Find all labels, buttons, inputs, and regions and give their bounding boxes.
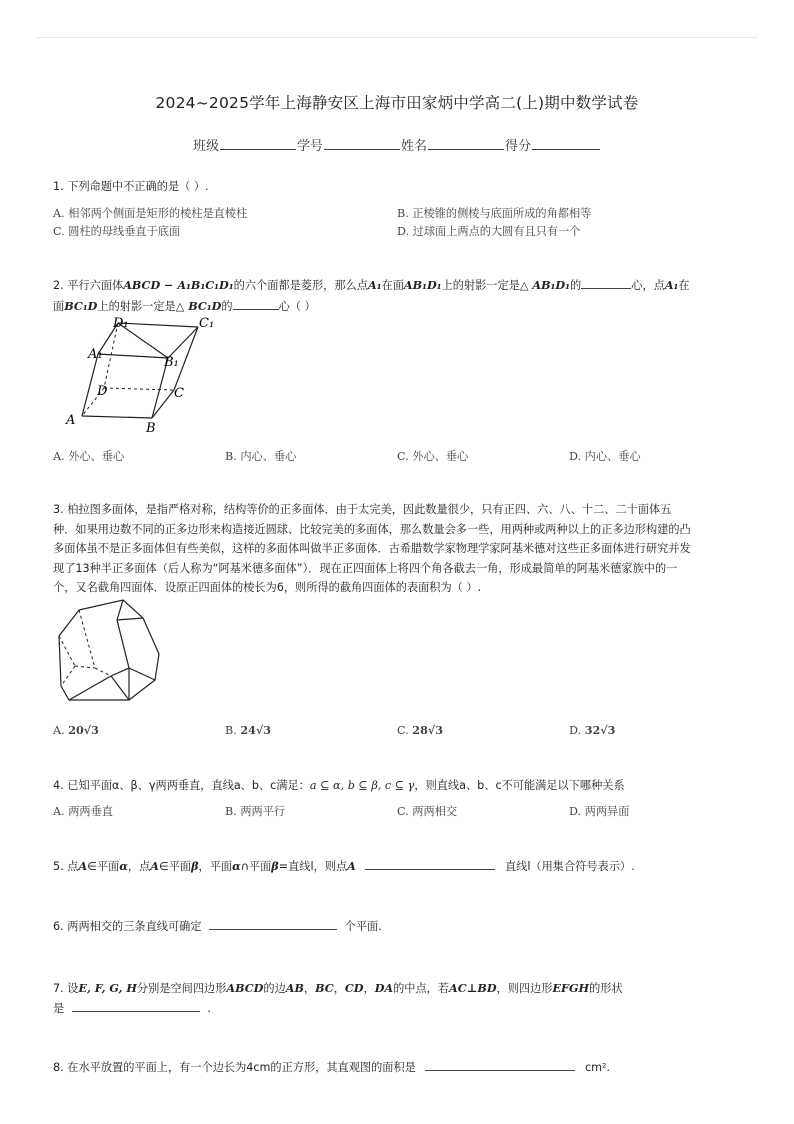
q5-math: A — [347, 859, 356, 873]
answer-blank[interactable] — [233, 298, 279, 310]
score-field[interactable] — [532, 137, 600, 150]
option-letter: D. — [569, 724, 582, 737]
option-value: 28√3 — [412, 723, 443, 737]
answer-blank[interactable] — [72, 1000, 200, 1012]
q2-text: 平行六面体 — [67, 279, 124, 292]
q5-text: 直线l（用集合符号表示）. — [504, 860, 635, 873]
question-8 — [53, 1058, 754, 1078]
q7-text: 是 — [53, 1002, 65, 1015]
q7-math: DA — [374, 981, 394, 995]
question-1 — [53, 177, 754, 197]
q5-math: α — [119, 859, 128, 873]
name-field[interactable] — [428, 137, 504, 150]
q2-math: BC₁D — [64, 299, 98, 313]
q3-text: 现了13种半正多面体（后人称为“阿基米德多面体”）．现在正四面体上将四个角各截去一角，形成最简单的阿基米德家族中的一 — [53, 561, 678, 575]
parallelepiped-figure — [60, 310, 230, 440]
truncated-tetrahedron-figure — [55, 596, 165, 708]
label-d: D — [97, 384, 108, 399]
q3-option-b[interactable] — [225, 723, 271, 737]
q5-math: A — [78, 859, 88, 873]
q5-math: β — [191, 859, 199, 873]
q2-text: 的六个面都是菱形，那么点 — [233, 279, 368, 292]
answer-blank[interactable] — [425, 1059, 575, 1071]
answer-blank[interactable] — [209, 918, 337, 930]
q1-option-d[interactable]: D. 过球面上两点的大圆有且只有一个 — [397, 225, 581, 238]
option-value: 32√3 — [584, 723, 616, 737]
question-number: 2. — [53, 279, 64, 292]
q2-math: AB₁D₁ — [403, 278, 442, 292]
class-label: 班级 — [192, 139, 219, 154]
q7-text: ，则四边形 — [496, 982, 553, 995]
q5-text: ，点 — [127, 860, 151, 873]
question-number: 4. — [53, 779, 64, 792]
q7-math: CD — [344, 981, 364, 995]
label-a1: A₁ — [88, 347, 103, 362]
option-letter: B. — [225, 724, 237, 737]
q2-text: 心，点 — [631, 279, 665, 292]
q7-text: ， — [363, 982, 375, 995]
label-b1: B₁ — [164, 355, 179, 370]
q7-math: AB — [285, 981, 304, 995]
q7-math: EFGH — [552, 981, 590, 995]
student-info-line — [0, 135, 794, 154]
q2-option-c[interactable]: C. 外心、垂心 — [397, 450, 469, 463]
q4-option-a[interactable]: A. 两两垂直 — [53, 805, 113, 818]
header-rule — [36, 37, 758, 38]
q3-text: 种．如果用边数不同的正多边形来构造接近圆球、比较完美的多面体，那么数量会多一些，用两种或两种以上的正多边形构建的凸 — [53, 522, 691, 536]
answer-blank[interactable] — [365, 858, 495, 870]
q5-text: ∩平面 — [240, 860, 272, 873]
option-letter: A. — [53, 724, 65, 737]
question-3 — [53, 500, 754, 598]
q4-text: 已知平面α、β、γ两两垂直，直线a、b、c满足： — [67, 779, 310, 792]
q2-text: 上的射影一定是 — [441, 279, 520, 292]
option-letter: C. — [397, 724, 409, 737]
q5-text: ∈平面 — [87, 860, 120, 873]
q7-text: 的形状 — [589, 982, 623, 995]
label-c1: C₁ — [199, 316, 215, 331]
q6-text: 两两相交的三条直线可确定 — [67, 920, 202, 933]
name-label: 姓名 — [401, 139, 428, 154]
q2-text: 心（ ） — [278, 300, 316, 313]
q1-option-c[interactable]: C. 圆柱的母线垂直于底面 — [53, 225, 181, 238]
q7-text: 的中点，若 — [393, 982, 450, 995]
q2-math: A₁ — [664, 278, 679, 292]
q5-text: 点 — [67, 860, 79, 873]
q5-text: ，平面 — [198, 860, 233, 873]
question-number: 1. — [53, 180, 64, 193]
q8-text: 在水平放置的平面上，有一个边长为4cm的正方形，其直观图的面积是 — [67, 1061, 416, 1074]
q2-math: △ AB₁D₁ — [519, 278, 571, 292]
q2-option-a[interactable]: A. 外心、垂心 — [53, 450, 125, 463]
q7-math: ABCD — [226, 981, 264, 995]
q5-text: =直线l，则点 — [278, 860, 348, 873]
q3-option-a[interactable] — [53, 723, 99, 737]
answer-blank[interactable] — [581, 277, 631, 289]
q5-math: A — [150, 859, 159, 873]
option-value: 20√3 — [68, 723, 99, 737]
question-7 — [53, 978, 754, 1019]
q1-option-b[interactable]: B. 正棱锥的侧棱与底面所成的角都相等 — [397, 207, 592, 220]
q7-text: 分别是空间四边形 — [136, 982, 227, 995]
q5-math: β — [271, 859, 279, 873]
q2-text: 面 — [53, 300, 65, 313]
q4-option-c[interactable]: C. 两两相交 — [397, 805, 458, 818]
question-number: 5. — [53, 860, 64, 873]
q1-option-a[interactable]: A. 相邻两个侧面是矩形的棱柱是直棱柱 — [53, 207, 248, 220]
q7-text: 设 — [67, 982, 79, 995]
q7-text: . — [207, 1002, 211, 1015]
q2-text: 在面 — [381, 279, 404, 292]
q3-option-d[interactable] — [569, 723, 615, 737]
q7-text: ， — [303, 982, 316, 995]
q2-option-b[interactable]: B. 内心、垂心 — [225, 450, 297, 463]
label-b: B — [146, 421, 156, 436]
page-title: 2024~2025学年上海静安区上海市田家炳中学高二(上)期中数学试卷 — [155, 94, 639, 112]
id-field[interactable] — [324, 137, 400, 150]
q7-text: 的边 — [263, 982, 286, 995]
q5-text: ∈平面 — [158, 860, 192, 873]
q2-text: 的 — [221, 300, 233, 313]
question-number: 7. — [53, 982, 64, 995]
question-4 — [53, 776, 754, 796]
q3-text: 柏拉图多面体，是指严格对称，结构等价的正多面体．由于太完美，因此数量很少，只有正四、六、八、十二、二十面体五 — [67, 503, 672, 516]
q2-math: △ BC₁D — [175, 299, 222, 313]
label-c: C — [174, 386, 184, 401]
question-5 — [53, 856, 754, 877]
question-number: 3. — [53, 503, 64, 516]
label-a: A — [66, 413, 76, 428]
class-field[interactable] — [220, 137, 296, 150]
q5-math: α — [232, 859, 241, 873]
q7-math: E, F, G, H — [78, 981, 137, 995]
question-6 — [53, 917, 754, 937]
q3-text: 个，又名截角四面体．设原正四面体的棱长为6，则所得的截角四面体的表面积为（ ）. — [53, 581, 482, 594]
q2-option-d[interactable]: D. 内心、垂心 — [569, 450, 641, 463]
score-label: 得分 — [505, 139, 532, 154]
q2-text: 的 — [570, 279, 582, 292]
q4-option-d[interactable]: D. 两两异面 — [569, 805, 630, 818]
q3-text: 多面体虽不是正多面体但有些美似，这样的多面体叫做半正多面体．古希腊数学家物理学家阿基米德对这些正多面体进行研究并发 — [53, 542, 691, 555]
question-number: 8. — [53, 1061, 64, 1074]
q4-text: ，则直线a、b、c不可能满足以下哪种关系 — [414, 779, 625, 792]
q7-math: AC⊥BD — [449, 981, 497, 995]
question-stem: 下列命题中不正确的是（ ）. — [67, 180, 209, 193]
q8-unit: cm². — [584, 1061, 611, 1074]
id-label: 学号 — [296, 139, 323, 154]
q2-math: ABCD − A₁B₁C₁D₁ — [123, 278, 234, 292]
q7-text: ， — [333, 982, 345, 995]
q6-text: 个平面. — [344, 920, 382, 933]
q3-option-c[interactable] — [397, 723, 443, 737]
q2-math: A₁ — [367, 278, 382, 292]
question-number: 6. — [53, 920, 64, 933]
q7-math: BC — [315, 981, 334, 995]
q4-math: a ⊆ α, b ⊆ β, c ⊆ γ — [309, 779, 415, 792]
q2-text: 在 — [678, 279, 690, 292]
label-d1: D₁ — [113, 316, 129, 331]
q2-text: 上的射影一定是 — [97, 300, 176, 313]
q4-option-b[interactable]: B. 两两平行 — [225, 805, 286, 818]
option-value: 24√3 — [240, 723, 272, 737]
